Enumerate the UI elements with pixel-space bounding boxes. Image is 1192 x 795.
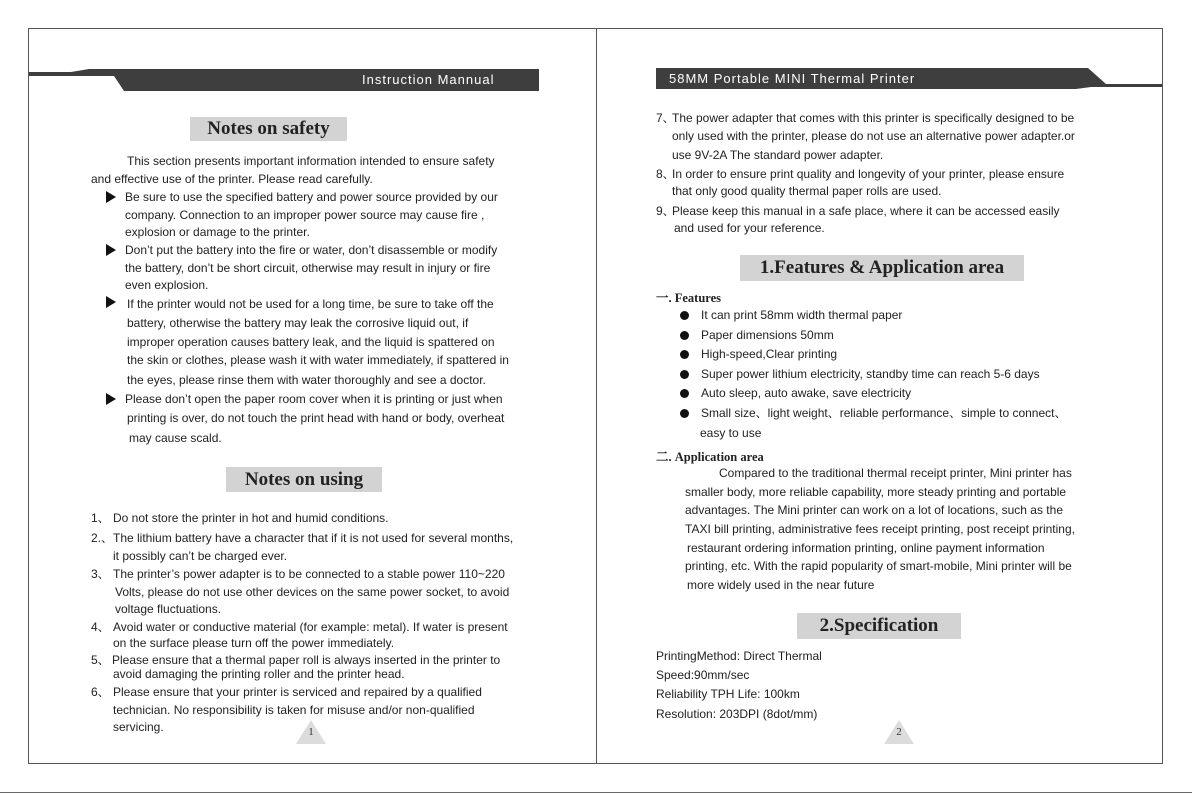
safety-intro-line: This section presents important information intended to ensure safety (127, 154, 495, 168)
cont-item-number: 7、 (656, 111, 675, 125)
safety-item-line: battery, otherwise the battery may leak the corrosive liquid out, if (127, 316, 469, 330)
using-item-line: The lithium battery have a character that if it is not used for several months, (113, 531, 514, 545)
cont-item-line: only used with the printer, please do not use an alternative power adapter.or (672, 129, 1075, 143)
application-text-line: Compared to the traditional thermal receipt printer, Mini printer has (719, 466, 1072, 480)
application-text-line: restaurant ordering information printing, online payment information (687, 541, 1045, 555)
using-item-line: Please ensure that your printer is serviced and repaired by a qualified (113, 685, 482, 699)
safety-item-line: even explosion. (125, 278, 209, 292)
using-item-line: Avoid water or conductive material (for example: metal). If water is present (113, 620, 508, 634)
bullet-triangle-icon (106, 296, 116, 308)
right-header-title: 58MM Portable MINI Thermal Printer (669, 71, 916, 86)
using-item-line: technician. No responsibility is taken for misuse and/or non-qualified (113, 703, 475, 717)
safety-item-line: the battery, don’t be short circuit, otherwise may result in injury or fire (125, 261, 491, 275)
page-number-marker (296, 720, 326, 744)
using-item-number: 1、 (91, 511, 110, 525)
cont-item-line: use 9V-2A The standard power adapter. (672, 148, 884, 162)
safety-item-line: Be sure to use the specified battery and power source provided by our (125, 190, 498, 204)
using-item-number: 2.、 (91, 531, 114, 545)
bullet-triangle-icon (106, 244, 116, 256)
feature-item: It can print 58mm width thermal paper (701, 308, 903, 322)
using-title: Notes on using (226, 467, 382, 492)
using-item-line: servicing. (113, 720, 164, 734)
bullet-triangle-icon (106, 393, 116, 405)
feature-item: Small size、light weight、reliable performance、simple to connect、 (701, 406, 1067, 420)
cont-item-line: The power adapter that comes with this printer is specifically designed to be (672, 111, 1075, 125)
application-subheading: 二. Application area (656, 450, 764, 464)
spec-item: Speed:90mm/sec (656, 668, 750, 682)
safety-intro-line: and effective use of the printer. Please read carefully. (91, 172, 373, 186)
feature-item: High-speed,Clear printing (701, 347, 838, 361)
application-text-line: advantages. The Mini printer can work on a lot of locations, such as the (685, 503, 1063, 517)
spec-item: Resolution: 203DPI (8dot/mm) (656, 707, 818, 721)
feature-item: Auto sleep, auto awake, save electricity (701, 386, 912, 400)
bullet-dot-icon (680, 389, 689, 398)
using-item-line: Please ensure that a thermal paper roll is always inserted in the printer to (112, 653, 501, 667)
safety-item-line: If the printer would not be used for a long time, be sure to take off the (127, 297, 494, 311)
using-item-line: on the surface please turn off the power immediately. (113, 636, 395, 650)
using-item-line: Volts, please do not use other devices on the same power socket, to avoid (115, 585, 510, 599)
page-number: 1 (308, 726, 314, 738)
features-title: 1.Features & Application area (740, 255, 1024, 281)
spec-item: Reliability TPH Life: 100km (656, 687, 800, 701)
using-item-number: 6、 (91, 685, 110, 699)
safety-item-line: improper operation causes battery leak, and the liquid is spattered on (127, 335, 495, 349)
application-text-line: more widely used in the near future (687, 578, 875, 592)
bottom-rule (0, 792, 1192, 793)
cont-item-number: 8、 (656, 167, 675, 181)
feature-item: Super power lithium electricity, standby time can reach 5-6 days (701, 367, 1040, 381)
safety-title: Notes on safety (190, 117, 347, 141)
using-item-line: The printer’s power adapter is to be connected to a stable power 110~220 (113, 567, 505, 581)
bullet-dot-icon (680, 350, 689, 359)
application-text-line: smaller body, more reliable capability, more steady printing and portable (685, 485, 1067, 499)
feature-item: Paper dimensions 50mm (701, 328, 834, 342)
left-header-title: Instruction Mannual (362, 72, 495, 87)
bullet-dot-icon (680, 331, 689, 340)
safety-item-line: printing is over, do not touch the print head with hand or body, overheat (127, 411, 505, 425)
cont-item-line: In order to ensure print quality and longevity of your printer, please ensure (672, 167, 1065, 181)
application-text-line: TAXI bill printing, administrative fees receipt printing, post receipt printing, (685, 522, 1075, 536)
cont-item-line: that only good quality thermal paper rolls are used. (672, 184, 942, 198)
safety-item-line: may cause scald. (129, 431, 222, 445)
using-item-line: it possibly can’t be charged ever. (113, 549, 288, 563)
safety-item-line: the eyes, please rinse them with water thoroughly and see a doctor. (127, 373, 486, 387)
bullet-triangle-icon (106, 191, 116, 203)
bullet-dot-icon (680, 311, 689, 320)
using-item-line: avoid damaging the printing roller and the printer head. (113, 667, 405, 681)
safety-item-line: explosion or damage to the printer. (125, 225, 310, 239)
cont-item-line: Please keep this manual in a safe place, where it can be accessed easily (672, 204, 1060, 218)
using-item-number: 3、 (91, 567, 110, 581)
cont-item-line: and used for your reference. (674, 221, 825, 235)
safety-item-line: company. Connection to an improper power source may cause fire , (125, 208, 485, 222)
feature-item-continued: easy to use (700, 426, 762, 440)
bullet-dot-icon (680, 409, 689, 418)
using-item-line: Do not store the printer in hot and humid conditions. (113, 511, 389, 525)
using-item-number: 4、 (91, 620, 110, 634)
bullet-dot-icon (680, 370, 689, 379)
safety-item-line: Don’t put the battery into the fire or water, don’t disassemble or modify (125, 243, 498, 257)
spec-item: PrintingMethod: Direct Thermal (656, 649, 822, 663)
safety-item-line: the skin or clothes, please wash it with water immediately, if spattered in (127, 353, 509, 367)
cont-item-number: 9、 (656, 204, 675, 218)
page-number-marker (884, 720, 914, 744)
application-text-line: printing, etc. With the rapid popularity of smart-mobile, Mini printer will be (685, 559, 1072, 573)
using-item-line: voltage fluctuations. (115, 602, 222, 616)
features-subheading: 一. Features (656, 291, 722, 305)
using-item-number: 5、 (91, 653, 110, 667)
page-number: 2 (896, 726, 902, 738)
safety-item-line: Please don’t open the paper room cover when it is printing or just when (125, 392, 503, 406)
spec-title: 2.Specification (797, 613, 961, 639)
